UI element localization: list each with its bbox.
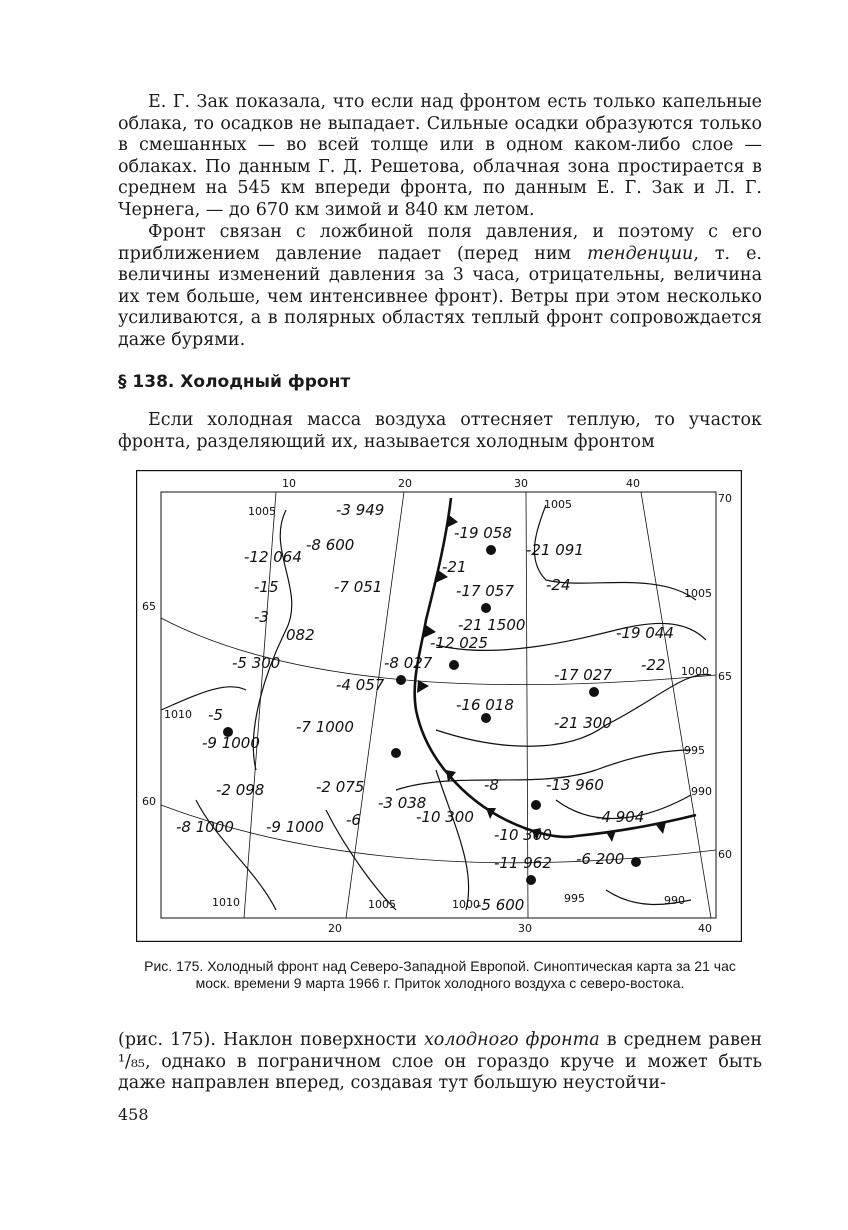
station-value: -21 091: [526, 541, 584, 559]
meridian-20: [346, 492, 404, 918]
station-value: -7 051: [334, 578, 383, 596]
paragraph-4-text-a: (рис. 175). Наклон поверхности: [118, 1030, 424, 1050]
station-value: -11 962: [494, 854, 552, 872]
station-value: -6: [346, 811, 361, 829]
paragraph-3-text: Если холодная масса воздуха оттесняет теплую, то участок фронта, разделяющий их, называется холодным фронтом: [118, 410, 762, 452]
isobar-value: 1000: [681, 665, 709, 678]
map-outer-frame: [137, 471, 742, 942]
front-marker: [606, 830, 616, 842]
longitude-label: 10: [282, 477, 296, 490]
station-value: -5: [208, 706, 223, 724]
station-value: -3: [254, 608, 269, 626]
isobar-value: 1005: [684, 587, 712, 600]
station-value: -4 904: [596, 808, 645, 826]
station-value: 082: [286, 626, 315, 644]
station-value: -12 025: [430, 634, 488, 652]
top-longitude-labels: [282, 477, 640, 490]
station-value: -6 200: [576, 850, 625, 868]
longitude-label: 40: [698, 922, 712, 935]
paragraph-1-text: Е. Г. Зак показала, что если над фронтом есть только капельные облака, то осадков не выпадает. Сильные осадки образуются только в смешанных — во всей толще или в одном каком-либо слое — облаках. По данным Г. Д. Решетова, облачная зона простирается в среднем на 545 км впереди фронта, по данным Е. Г. Зак и Л. Г. Чернега, — до 670 км зимой и 840 км летом.: [118, 92, 762, 220]
latitude-label: 70: [718, 492, 732, 505]
longitude-label: 20: [328, 922, 342, 935]
station-labels: [176, 501, 674, 914]
station-dot: [449, 660, 459, 670]
isobar-value: 1000: [452, 898, 480, 911]
longitude-label: 20: [398, 477, 412, 490]
station-value: -10 300: [494, 826, 552, 844]
paragraph-4-text-b: в среднем равен ¹/₈₅, однако в пограничном слое он гораздо круче и может быть даже направлен вперед, создавая тут большую неустойчи-: [118, 1030, 762, 1093]
station-value: -19 058: [454, 524, 512, 542]
station-value: -19 044: [616, 624, 674, 642]
left-latitude-labels: [142, 600, 156, 808]
latitude-label: 60: [142, 795, 156, 808]
paragraph-2-text-b: , т. е. величины изменений давления за 3 часа, отрицательны, величина их тем больше, чем интенсивнее фронт). Ветры при этом несколько усиливаются, а в полярных областях теплый фронт сопровождается даже бурями.: [118, 243, 762, 350]
station-dot: [589, 687, 599, 697]
station-value: -21 1500: [458, 616, 526, 634]
station-dot: [631, 857, 641, 867]
station-value: -8 600: [306, 536, 355, 554]
latitude-label: 65: [718, 670, 732, 683]
station-value: -22: [641, 656, 666, 674]
longitude-label: 30: [518, 922, 532, 935]
station-dot: [531, 800, 541, 810]
isobar-value: 1010: [164, 708, 192, 721]
station-value: -5 300: [232, 654, 281, 672]
station-value: -24: [546, 576, 571, 594]
station-dot: [486, 545, 496, 555]
station-value: -21: [442, 558, 467, 576]
station-value: -2 075: [316, 778, 365, 796]
isobar-value: 990: [691, 785, 712, 798]
latitude-label: 65: [142, 600, 156, 613]
station-dot: [481, 603, 491, 613]
station-value: -3 038: [378, 794, 427, 812]
station-value: -13 960: [546, 776, 604, 794]
section-heading: § 138. Холодный фронт: [118, 372, 351, 392]
paragraph-4: [118, 1030, 762, 1095]
isobar-1005-south: [326, 810, 396, 910]
station-value: -7 1000: [296, 718, 354, 736]
longitude-label: 40: [626, 477, 640, 490]
paragraph-2-text-a: Фронт связан с ложбиной поля давления, и поэтому с его приближением давление падает (перед ним: [118, 222, 762, 264]
station-value: -12 064: [244, 548, 302, 566]
paragraph-4-italic: холодного фронта: [423, 1030, 600, 1050]
synoptic-map-figure: [136, 470, 742, 942]
isobar-value: 995: [564, 892, 585, 905]
station-value: -16 018: [456, 696, 514, 714]
station-value: -15: [254, 578, 279, 596]
station-value: -21 300: [554, 714, 612, 732]
isobar-1010-west: [161, 687, 246, 710]
isobar-value: 1005: [544, 498, 572, 511]
paragraph-2-italic: тенденции: [587, 243, 694, 264]
station-value: -4 057: [336, 676, 385, 694]
station-value: -2 098: [216, 781, 265, 799]
longitude-label: 30: [514, 477, 528, 490]
station-dot: [396, 675, 406, 685]
station-value: -8 1000: [176, 818, 234, 836]
page-number: 458: [118, 1105, 149, 1124]
bottom-longitude-labels: [328, 922, 712, 935]
synoptic-map: [136, 470, 742, 942]
paragraph-3: [118, 410, 762, 453]
station-value: -17 057: [456, 582, 514, 600]
station-value: -8 027: [384, 654, 433, 672]
station-dot: [526, 875, 536, 885]
paragraph-1: [118, 92, 762, 221]
figure-caption: Рис. 175. Холодный фронт над Северо-Западной Европой. Синоптическая карта за 21 час моск. времени 9 марта 1966 г. Приток холодного воздуха с северо-востока.: [144, 958, 736, 991]
isobar-value: 1005: [368, 898, 396, 911]
station-value: -3 949: [336, 501, 385, 519]
isobar-value: 990: [664, 894, 685, 907]
isobar-value: 995: [684, 744, 705, 757]
station-value: -9 1000: [202, 734, 260, 752]
isobar-value: 1005: [248, 505, 276, 518]
paragraph-2: [118, 222, 762, 351]
latitude-label: 60: [718, 848, 732, 861]
right-latitude-labels: [718, 492, 732, 861]
isobar-1010-south: [196, 800, 276, 910]
station-value: -5 600: [476, 896, 525, 914]
station-value: -17 027: [554, 666, 612, 684]
station-value: -8: [484, 776, 499, 794]
isobar-value: 1010: [212, 896, 240, 909]
station-value: -9 1000: [266, 818, 324, 836]
station-dot: [481, 713, 491, 723]
station-value: -10 300: [416, 808, 474, 826]
station-dot: [391, 748, 401, 758]
